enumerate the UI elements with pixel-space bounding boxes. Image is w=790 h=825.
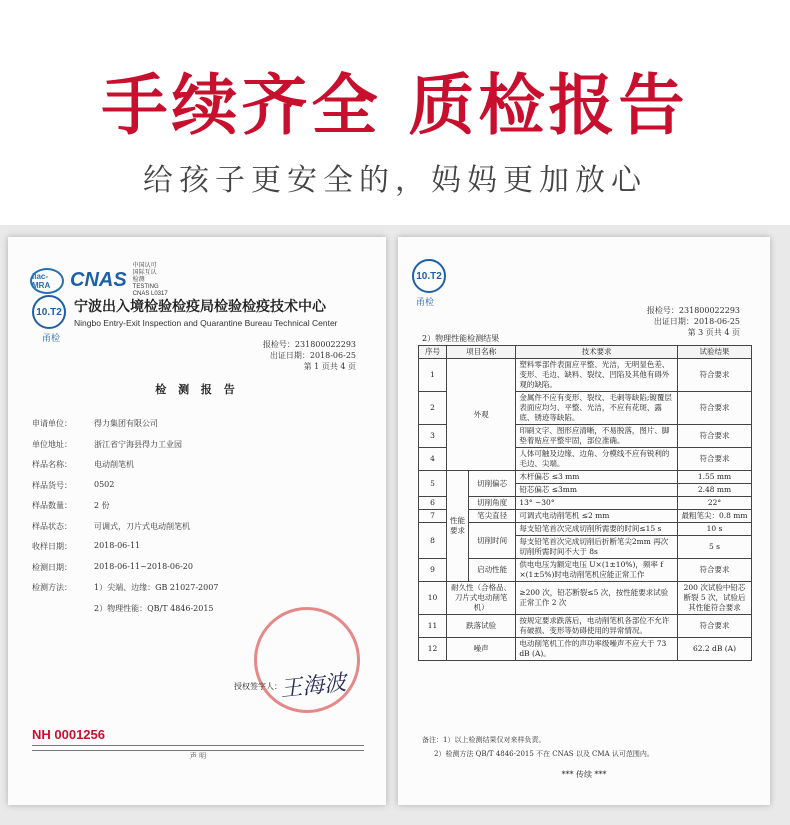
table-row: 每支铅笔首次完成切削后折断笔尖2mm 再次切削所需时间不大于 8s 5 s <box>419 536 752 559</box>
report-stage <box>0 225 790 825</box>
field-applicant: 申请单位： 得力集团有限公司 <box>32 419 158 428</box>
table-row: 7 笔尖直径 可调式电动削笔机 ≤2 mm 最粗笔尖：0.8 mm <box>419 510 752 523</box>
field-test-date: 检测日期： 2018-06-11~2018-06-20 <box>32 562 193 572</box>
table-header-row <box>419 346 752 359</box>
accreditation-logos <box>30 263 168 298</box>
serial-number: NH 0001256 <box>32 727 105 742</box>
table-row: 5 性能要求 切削偏芯 木杆偏芯 ≤3 mm 1.55 mm <box>419 471 752 484</box>
col-result: 试验结果 <box>678 346 752 359</box>
field-method-1: 检测方法： 1）尖端、边缘：GB 21027-2007 <box>32 583 219 592</box>
note-2: 2）检测方法 QB/T 4846-2015 不在 CNAS 以及 CMA 认可范围内。 <box>434 750 654 758</box>
signature: 王海波 <box>279 670 348 703</box>
table-row: 8 切削时间 每支铅笔首次完成切削所需要的时间≤15 s 10 s <box>419 523 752 536</box>
hero-subtitle: 给孩子更安全的，妈妈更加放心 <box>143 163 647 198</box>
seal-caption: 甬检 <box>42 334 61 344</box>
results-table <box>418 345 752 661</box>
test-report-results <box>398 237 770 805</box>
cnas-logo-icon: CNAS <box>70 269 127 291</box>
note-1: 备注：1）以上检测结果仅对来样负责。 <box>422 736 546 744</box>
section-title: 2）物理性能检测结果 <box>422 334 500 343</box>
table-row: 1 外观 塑料零部件表面应平整、光洁，无明显色差、变形、毛边、缺料、裂纹、凹陷及其他有碍外观的缺陷。 符合要求 <box>419 359 752 392</box>
end-mark: *** 传续 *** <box>561 770 607 779</box>
table-row: 4 人体可触及边缘、边角、分模线不应有锐利的毛边、尖端。 符合要求 <box>419 448 752 471</box>
table-row: 2 金属件不应有变形、裂纹、毛刺等缺陷;镀覆层表面应均匀、平整、光洁，不应有花斑、露底、锈迹等缺陷。 符合要求 <box>419 392 752 425</box>
table-row: 铅芯偏芯 ≤3mm 2.48 mm <box>419 484 752 497</box>
field-sample-state: 样品状态： 可调式，刀片式电动削笔机 <box>32 522 190 531</box>
table-row: 12 噪声 电动削笔机工作的声功率级噪声不应大于 73 dB (A)。 62.2 dB (A) <box>419 638 752 661</box>
table-row: 9 启动性能 供电电压为额定电压 U×(1±10%)，频率 f ×(1±5%)时电动削笔机应能正常工作 符合要求 <box>419 559 752 582</box>
col-item: 项目名称 <box>447 346 516 359</box>
cnas-meta: 中国认可 国际互认 检测 TESTING CNAS L0317 <box>132 263 168 297</box>
hero-banner <box>0 0 790 225</box>
official-stamp-icon <box>244 597 370 723</box>
sign-label: 授权签字人： <box>234 682 282 691</box>
field-receive-date: 收样日期： 2018-06-11 <box>32 541 141 551</box>
col-no: 序号 <box>419 346 447 359</box>
footer-heading: 声 明 <box>189 752 207 760</box>
org-name-cn: 宁波出入境检验检疫局检验检疫技术中心 <box>74 299 326 315</box>
field-address: 单位地址： 浙江省宁海县得力工业园 <box>32 440 182 449</box>
hero-title: 手续齐全 质检报告 <box>101 67 689 144</box>
ilac-logo-icon: ilac-MRA <box>30 268 64 294</box>
field-sample-name: 样品名称： 电动削笔机 <box>32 460 134 469</box>
footer-divider <box>32 745 364 751</box>
table-row: 11 跌落试验 按规定要求跌落后，电动削笔机各部位不允许有破损、变形等妨碍使用的异常情况。 符合要求 <box>419 615 752 638</box>
seal-caption: 甬检 <box>416 298 435 308</box>
table-row: 3 印刷文字、图形应清晰，不易脱落，图片、脚垫着贴应平整牢固，部位准确。 符合要求 <box>419 425 752 448</box>
table-row: 6 切削角度 13° ~30° 22° <box>419 497 752 510</box>
col-req: 技术要求 <box>516 346 678 359</box>
org-seal-group <box>412 259 446 308</box>
org-seal-icon: 10.T2 <box>32 295 66 329</box>
report-title: 检 测 报 告 <box>155 383 239 396</box>
table-row: 10 耐久性（合格品、刀片式电动削笔机） ≥200 次，铅芯断裂≤5 次，按性能要求试验正常工作 2 次 200 次试验中铅芯断裂 5 次，试验后其性能符合要求 <box>419 582 752 615</box>
test-report-cover <box>8 237 386 805</box>
report-meta: 报检号：231800022293 出证日期：2018-06-25 第 1 页共 4 页 <box>262 340 356 371</box>
org-seal-icon: 10.T2 <box>412 259 446 293</box>
org-name-en: Ningbo Entry-Exit Inspection and Quarantine Bureau Technical Center <box>74 318 338 328</box>
field-sample-qty: 样品数量： 2 份 <box>32 501 110 510</box>
field-method-2: 2）物理性能：QB/T 4846-2015 <box>94 604 214 613</box>
organization-header <box>32 295 338 329</box>
field-sample-no: 样品货号： 0502 <box>32 480 115 490</box>
report-meta: 报检号：231800022293 出证日期：2018-06-25 第 3 页共 4 页 <box>646 306 740 337</box>
